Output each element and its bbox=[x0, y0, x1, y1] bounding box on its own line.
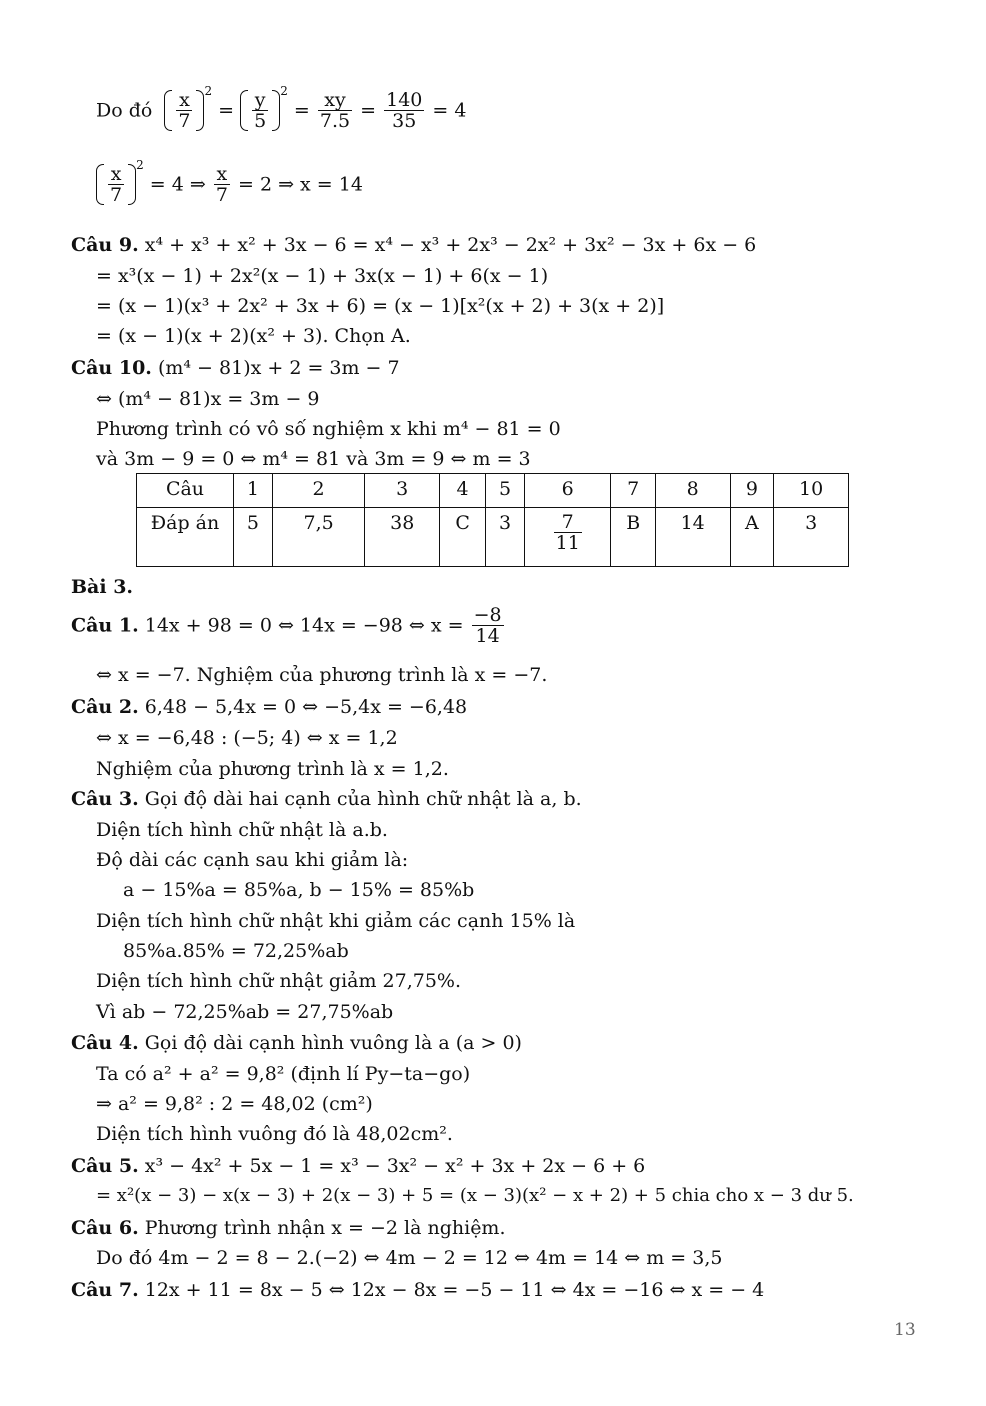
cau9-label: Câu 9. bbox=[71, 234, 139, 256]
bai3-cau3-line-1: Câu 3. Gọi độ dài hai cạnh của hình chữ nhật là a, b. bbox=[71, 788, 582, 810]
bai3-cau6-line-2: Do đó 4m − 2 = 8 − 2.(−2) ⇔ 4m − 2 = 12 ⇔ 4m = 14 ⇔ m = 3,5 bbox=[96, 1247, 723, 1269]
answer-table-header-row bbox=[137, 474, 849, 508]
table-cell: 38 bbox=[365, 508, 440, 567]
bai3-cau6-line-1: Câu 6. Phương trình nhận x = −2 là nghiệm. bbox=[71, 1217, 506, 1239]
bai3-cau1-line-1: Câu 1. 14x + 98 = 0 ⇔ 14x = −98 ⇔ x = $\frac{-8}{14}$ bbox=[71, 604, 502, 647]
cau1-label: Câu 1. bbox=[71, 614, 139, 637]
table-cell: C bbox=[440, 508, 486, 567]
bai3-cau3-line-6: 85%a.85% = 72,25%ab bbox=[123, 940, 349, 962]
cau2-label: Câu 2. bbox=[71, 696, 139, 718]
table-header-label: Câu bbox=[137, 474, 234, 508]
bai3-cau5-line-1: Câu 5. x³ − 4x² + 5x − 1 = x³ − 3x² − x² + 3x + 2x − 6 + 6 bbox=[71, 1155, 646, 1177]
table-cell: 10 bbox=[774, 474, 849, 508]
cau9-line-2: = x³(x − 1) + 2x²(x − 1) + 3x(x − 1) + 6(x − 1) bbox=[96, 265, 549, 287]
cau10-line-3: Phương trình có vô số nghiệm x khi m⁴ − 81 = 0 bbox=[96, 418, 561, 440]
answer-table bbox=[136, 473, 849, 567]
intro-formula-2: $\frac{x}{7}$ $^2$ = 4 ⇒ $\frac{x}{7}$ = 2 ⇒ x = 14 bbox=[96, 164, 363, 205]
bai3-cau3-line-8: Vì ab − 72,25%ab = 27,75%ab bbox=[96, 1001, 394, 1023]
cau7-label: Câu 7. bbox=[71, 1279, 139, 1301]
fraction-x-7: $\frac{x}{7}$ bbox=[178, 89, 191, 132]
table-cell: 14 bbox=[655, 508, 730, 567]
bai3-cau4-line-1: Câu 4. Gọi độ dài cạnh hình vuông là a (a > 0) bbox=[71, 1032, 522, 1054]
table-cell-fraction bbox=[524, 508, 611, 567]
bai3-cau3-line-4: a − 15%a = 85%a, b − 15% = 85%b bbox=[123, 879, 475, 901]
fraction-140-35: $\frac{140}{35}$ bbox=[386, 89, 423, 132]
table-cell: 7,5 bbox=[272, 508, 365, 567]
bai3-cau3-line-3: Độ dài các cạnh sau khi giảm là: bbox=[96, 849, 409, 871]
page-number: 13 bbox=[894, 1320, 916, 1340]
table-cell: 6 bbox=[524, 474, 611, 508]
table-cell: 2 bbox=[272, 474, 365, 508]
table-cell: 9 bbox=[730, 474, 774, 508]
paren-x-over-7 bbox=[164, 90, 204, 131]
answer-table-answer-row bbox=[137, 508, 849, 567]
cau10-line-1: Câu 10. (m⁴ − 81)x + 2 = 3m − 7 bbox=[71, 357, 400, 379]
cau10-line-2: ⇔ (m⁴ − 81)x = 3m − 9 bbox=[96, 388, 320, 410]
table-cell: 3 bbox=[365, 474, 440, 508]
bai3-cau7-line-1: Câu 7. 12x + 11 = 8x − 5 ⇔ 12x − 8x = −5 − 11 ⇔ 4x = −16 ⇔ x = − 4 bbox=[71, 1279, 765, 1301]
table-cell: 1 bbox=[234, 474, 273, 508]
fraction-x-7-b: $\frac{x}{7}$ bbox=[215, 163, 228, 206]
bai3-cau4-line-3: ⇒ a² = 9,8² : 2 = 48,02 (cm²) bbox=[96, 1093, 373, 1115]
cau6-label: Câu 6. bbox=[71, 1217, 139, 1239]
table-cell: 4 bbox=[440, 474, 486, 508]
intro-formula-1: Do đó $\frac{x}{7}$ $^2$ = $\frac{y}{5}$ $^2$ = $\frac{xy}{7.5}$ = $\frac{140}{35}$ = 4 bbox=[96, 84, 467, 132]
cau9-line-4: = (x − 1)(x + 2)(x² + 3). Chọn A. bbox=[96, 325, 411, 347]
bai3-cau5-line-2: = x²(x − 3) − x(x − 3) + 2(x − 3) + 5 = (x − 3)(x² − x + 2) + 5 chia cho x − 3 dư 5. bbox=[96, 1185, 854, 1206]
paren-y-over-5 bbox=[240, 90, 280, 131]
fraction-xy-75: $\frac{xy}{7.5}$ bbox=[319, 89, 351, 132]
bai3-cau2-line-1: Câu 2. 6,48 − 5,4x = 0 ⇔ −5,4x = −6,48 bbox=[71, 696, 468, 718]
paren-x-over-7-b: $\frac{x}{7}$ bbox=[96, 164, 136, 205]
cau4-label: Câu 4. bbox=[71, 1032, 139, 1054]
bai3-cau1-line-2: ⇔ x = −7. Nghiệm của phương trình là x = −7. bbox=[96, 664, 548, 686]
fraction-minus8-14: $\frac{-8}{14}$ bbox=[473, 604, 502, 647]
bai3-cau2-line-3: Nghiệm của phương trình là x = 1,2. bbox=[96, 758, 449, 780]
table-cell: 7 bbox=[611, 474, 655, 508]
bai3-cau2-line-2: ⇔ x = −6,48 : (−5; 4) ⇔ x = 1,2 bbox=[96, 727, 398, 749]
table-cell: 5 bbox=[486, 474, 525, 508]
table-answer-label: Đáp án bbox=[137, 508, 234, 567]
do-do-text: Do đó bbox=[96, 99, 153, 122]
fraction-y-5: $\frac{y}{5}$ bbox=[254, 89, 267, 132]
cau10-label: Câu 10. bbox=[71, 357, 152, 379]
bai3-cau3-line-5: Diện tích hình chữ nhật khi giảm các cạnh 15% là bbox=[96, 910, 576, 932]
table-cell: 3 bbox=[774, 508, 849, 567]
cau10-line-4: và 3m − 9 = 0 ⇔ m⁴ = 81 và 3m = 9 ⇔ m = 3 bbox=[96, 448, 531, 470]
bai3-cau4-line-2: Ta có a² + a² = 9,8² (định lí Py−ta−go) bbox=[96, 1063, 471, 1085]
table-cell: 5 bbox=[234, 508, 273, 567]
cau5-label: Câu 5. bbox=[71, 1155, 139, 1177]
bai3-cau4-line-4: Diện tích hình vuông đó là 48,02cm². bbox=[96, 1123, 453, 1145]
cau9-line-3: = (x − 1)(x³ + 2x² + 3x + 6) = (x − 1)[x²(x + 2) + 3(x + 2)] bbox=[96, 295, 665, 317]
fraction-7-11: $\frac{7}{11}$ bbox=[555, 511, 580, 554]
bai3-cau3-line-7: Diện tích hình chữ nhật giảm 27,75%. bbox=[96, 970, 462, 992]
table-cell: A bbox=[730, 508, 774, 567]
table-cell: B bbox=[611, 508, 655, 567]
bai3-cau3-line-2: Diện tích hình chữ nhật là a.b. bbox=[96, 819, 388, 841]
bai3-title: Bài 3. bbox=[71, 576, 134, 598]
cau3-label: Câu 3. bbox=[71, 788, 139, 810]
table-cell: 3 bbox=[486, 508, 525, 567]
table-cell: 8 bbox=[655, 474, 730, 508]
cau9-line-1: Câu 9. x⁴ + x³ + x² + 3x − 6 = x⁴ − x³ + 2x³ − 2x² + 3x² − 3x + 6x − 6 bbox=[71, 234, 757, 256]
